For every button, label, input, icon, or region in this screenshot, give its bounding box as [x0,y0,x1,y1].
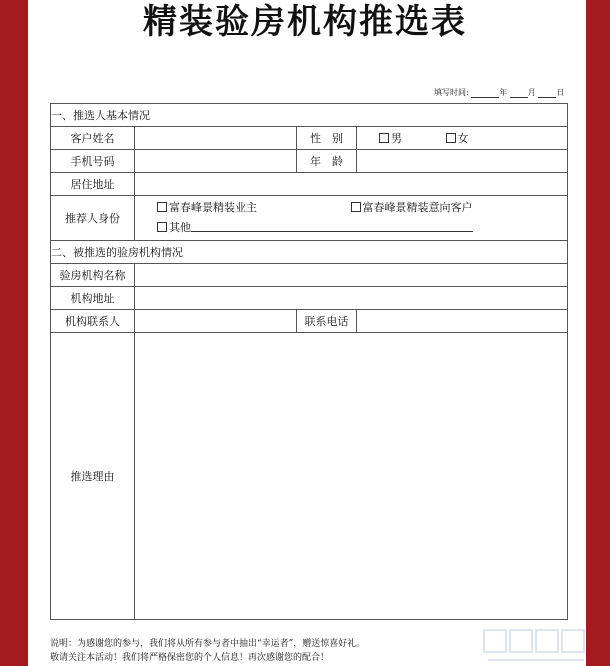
female-label: 女 [457,132,469,145]
fill-date-line [434,87,564,98]
identity-owner-option[interactable] [157,198,347,218]
male-checkbox[interactable] [379,133,389,143]
org-address-label: 机构地址 [51,287,135,310]
section1-heading: 一、推选人基本情况 [51,104,568,127]
identity-other-option[interactable] [157,218,473,238]
org-address-row [51,287,568,310]
org-address-field[interactable] [135,287,568,310]
gender-options [357,127,568,150]
footer-note-line1: 说明：为感谢您的参与，我们将从所有参与者中抽出“幸运者”，赠送惊喜好礼。 [50,639,366,649]
org-phone-field[interactable] [357,310,568,333]
address-field[interactable] [135,173,568,196]
phone-field[interactable] [135,150,297,173]
day-blank[interactable] [538,89,556,98]
phone-label: 手机号码 [51,150,135,173]
owner-checkbox[interactable] [157,202,167,212]
age-label: 年 龄 [297,150,357,173]
other-label: 其他 [169,221,191,234]
reason-field[interactable] [135,333,568,620]
identity-intent-option[interactable] [351,198,473,218]
red-frame-right [586,0,610,666]
red-frame-left [0,0,28,666]
section2-heading: 二、被推选的验房机构情况 [51,241,568,264]
org-contact-label: 机构联系人 [51,310,135,333]
identity-label: 推荐人身份 [51,196,135,241]
footer-note [50,637,365,665]
other-blank[interactable] [191,221,473,232]
gender-female-option[interactable] [446,130,469,146]
year-label: 年 [499,88,508,97]
phone-row [51,150,568,173]
nomination-form-table [50,103,568,620]
gender-label: 性 别 [297,127,357,150]
intent-label: 富春峰景精装意向客户 [362,201,473,214]
intent-checkbox[interactable] [351,202,361,212]
org-contact-row [51,310,568,333]
watermark-logo [480,622,590,666]
page-title: 精装验房机构推选表 [143,2,467,42]
section1-header-row [51,104,568,127]
reason-row [51,333,568,620]
section2-header-row [51,241,568,264]
month-blank[interactable] [510,89,528,98]
org-contact-field[interactable] [135,310,297,333]
customer-name-field[interactable] [135,127,297,150]
age-field[interactable] [357,150,568,173]
address-row [51,173,568,196]
org-name-field[interactable] [135,264,568,287]
address-label: 居住地址 [51,173,135,196]
gender-male-option[interactable] [379,130,402,146]
identity-options [135,196,568,241]
female-checkbox[interactable] [446,133,456,143]
footer-note-line2: 敬请关注本活动！我们将严格保密您的个人信息！再次感谢您的配合！ [50,653,330,663]
owner-label: 富春峰景精装业主 [169,201,257,214]
org-name-label: 验房机构名称 [51,264,135,287]
org-name-row [51,264,568,287]
reason-label: 推选理由 [51,333,135,620]
other-checkbox[interactable] [157,222,167,232]
fill-date-label: 填写时间: [434,88,469,97]
month-label: 月 [527,88,536,97]
identity-row [51,196,568,241]
customer-name-label: 客户姓名 [51,127,135,150]
male-label: 男 [391,132,402,145]
org-phone-label: 联系电话 [297,310,357,333]
customer-name-row [51,127,568,150]
year-blank[interactable] [471,89,499,98]
day-label: 日 [556,88,565,97]
